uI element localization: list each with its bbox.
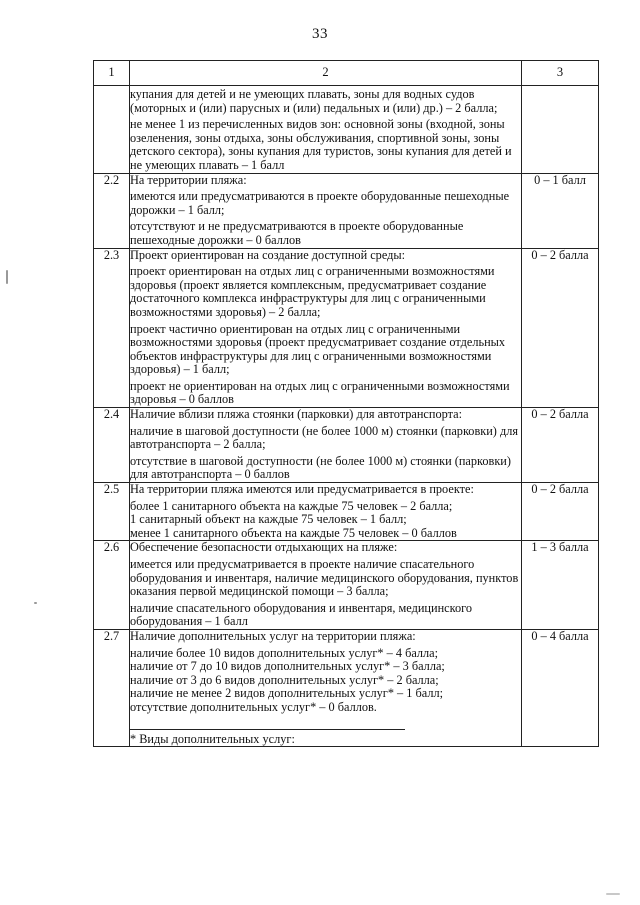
table-header-row	[94, 61, 599, 86]
table-row	[94, 408, 599, 483]
row-score: 0 – 2 балла	[522, 483, 599, 541]
row-description	[130, 248, 522, 408]
row-score: 0 – 4 балла	[522, 629, 599, 746]
row-paragraph: имеются или предусматриваются в проекте оборудованные пешеходные дорожки – 1 балл;	[130, 189, 510, 217]
row-paragraph: проект не ориентирован на отдых лиц с ограниченными возможностями здоровья – 0 баллов	[130, 378, 510, 407]
header-col-1: 1	[94, 61, 130, 86]
row-score: 0 – 2 балла	[522, 408, 599, 483]
row-paragraph: отсутствуют и не предусматриваются в проекте оборудованные пешеходные дорожки – 0 баллов	[130, 219, 464, 247]
row-paragraph: наличие в шаговой доступности (не более 1000 м) стоянки (парковки) для автотранспорта – 2 балла;	[130, 423, 519, 452]
row-number: 2.2	[94, 173, 130, 248]
row-description	[130, 86, 522, 174]
footnote-rule	[130, 729, 405, 730]
row-paragraph: На территории пляжа имеются или предусматривается в проекте:	[130, 482, 474, 497]
row-number: 2.5	[94, 483, 130, 541]
row-paragraph: не менее 1 из перечисленных видов зон: основной зоны (входной, зоны озеленения, зоны отдыха, зоны обслуживания, спортивной зоны, зоны детского сектора), зоны купания для туристов, зоны купания для детей и не умеющих плавать – 1 балл	[130, 117, 512, 172]
footnote-text: * Виды дополнительных услуг:	[130, 731, 295, 746]
row-description	[130, 173, 522, 248]
row-number: 2.7	[94, 629, 130, 746]
row-paragraph: наличие более 10 видов дополнительных услуг* – 4 балла; наличие от 7 до 10 видов дополнительных услуг* – 3 балла; наличие от 3 до 6 видов дополнительных услуг* – 2 балла; наличие не менее 2 видов дополнительных услуг* – 1 балл; отсутствие дополнительных услуг* – 0 баллов.	[130, 645, 445, 714]
row-paragraph: купания для детей и не умеющих плавать, зоны для водных судов (моторных и (или) парусных и (или) педальных и (или) др.) – 2 балла;	[130, 87, 498, 115]
scan-speck	[34, 602, 37, 604]
row-description	[130, 629, 522, 746]
row-score	[522, 86, 599, 174]
row-number: 2.6	[94, 541, 130, 630]
row-paragraph: Наличие дополнительных услуг на территории пляжа:	[130, 628, 416, 643]
header-col-2: 2	[130, 61, 522, 86]
page-number: 33	[312, 26, 328, 42]
row-paragraph: наличие спасательного оборудования и инвентаря, медицинского оборудования – 1 балл	[130, 600, 473, 629]
row-number: 2.4	[94, 408, 130, 483]
table-row	[94, 629, 599, 746]
row-paragraph: отсутствие в шаговой доступности (не более 1000 м) стоянки (парковки) для автотранспорта – 0 баллов	[130, 453, 511, 482]
scan-speck	[6, 270, 8, 284]
row-description	[130, 408, 522, 483]
header-col-3: 3	[522, 61, 599, 86]
row-score: 1 – 3 балла	[522, 541, 599, 630]
row-paragraph: Проект ориентирован на создание доступной среды:	[130, 247, 406, 262]
table-row	[94, 541, 599, 630]
row-number: 2.3	[94, 248, 130, 408]
table-row	[94, 248, 599, 408]
row-score: 0 – 1 балл	[522, 173, 599, 248]
row-description	[130, 541, 522, 630]
row-paragraph: проект частично ориентирован на отдых лиц с ограниченными возможностями здоровья (проект предусматривает создание отдельных объектов инфраструктуры для лиц с ограниченными возможностями здоровья) – 1 балл;	[130, 321, 506, 377]
row-paragraph: На территории пляжа:	[130, 172, 247, 187]
table-row	[94, 483, 599, 541]
row-paragraph: имеется или предусматривается в проекте наличие спасательного оборудования и инвентаря, наличие медицинского оборудования, пунктов оказания первой медицинской помощи – 3 балла;	[130, 557, 519, 599]
row-number	[94, 86, 130, 174]
row-description	[130, 483, 522, 541]
scan-speck	[606, 893, 620, 895]
row-score: 0 – 2 балла	[522, 248, 599, 408]
row-paragraph: проект ориентирован на отдых лиц с ограниченными возможностями здоровья (проект является комплексным, предусматривает создание достаточного комплекса инфраструктуры для лиц с ограниченными возможностями здоровья) – 2 балла;	[130, 264, 495, 319]
row-paragraph: Наличие вблизи пляжа стоянки (парковки) для автотранспорта:	[130, 407, 463, 422]
table-row	[94, 173, 599, 248]
criteria-table	[93, 60, 599, 747]
table-row-continuation	[94, 86, 599, 174]
row-paragraph: более 1 санитарного объекта на каждые 75 человек – 2 балла; 1 санитарный объект на каждые 75 человек – 1 балл; менее 1 санитарного объекта на каждые 75 человек – 0 баллов	[130, 498, 457, 540]
row-paragraph: Обеспечение безопасности отдыхающих на пляже:	[130, 540, 398, 555]
